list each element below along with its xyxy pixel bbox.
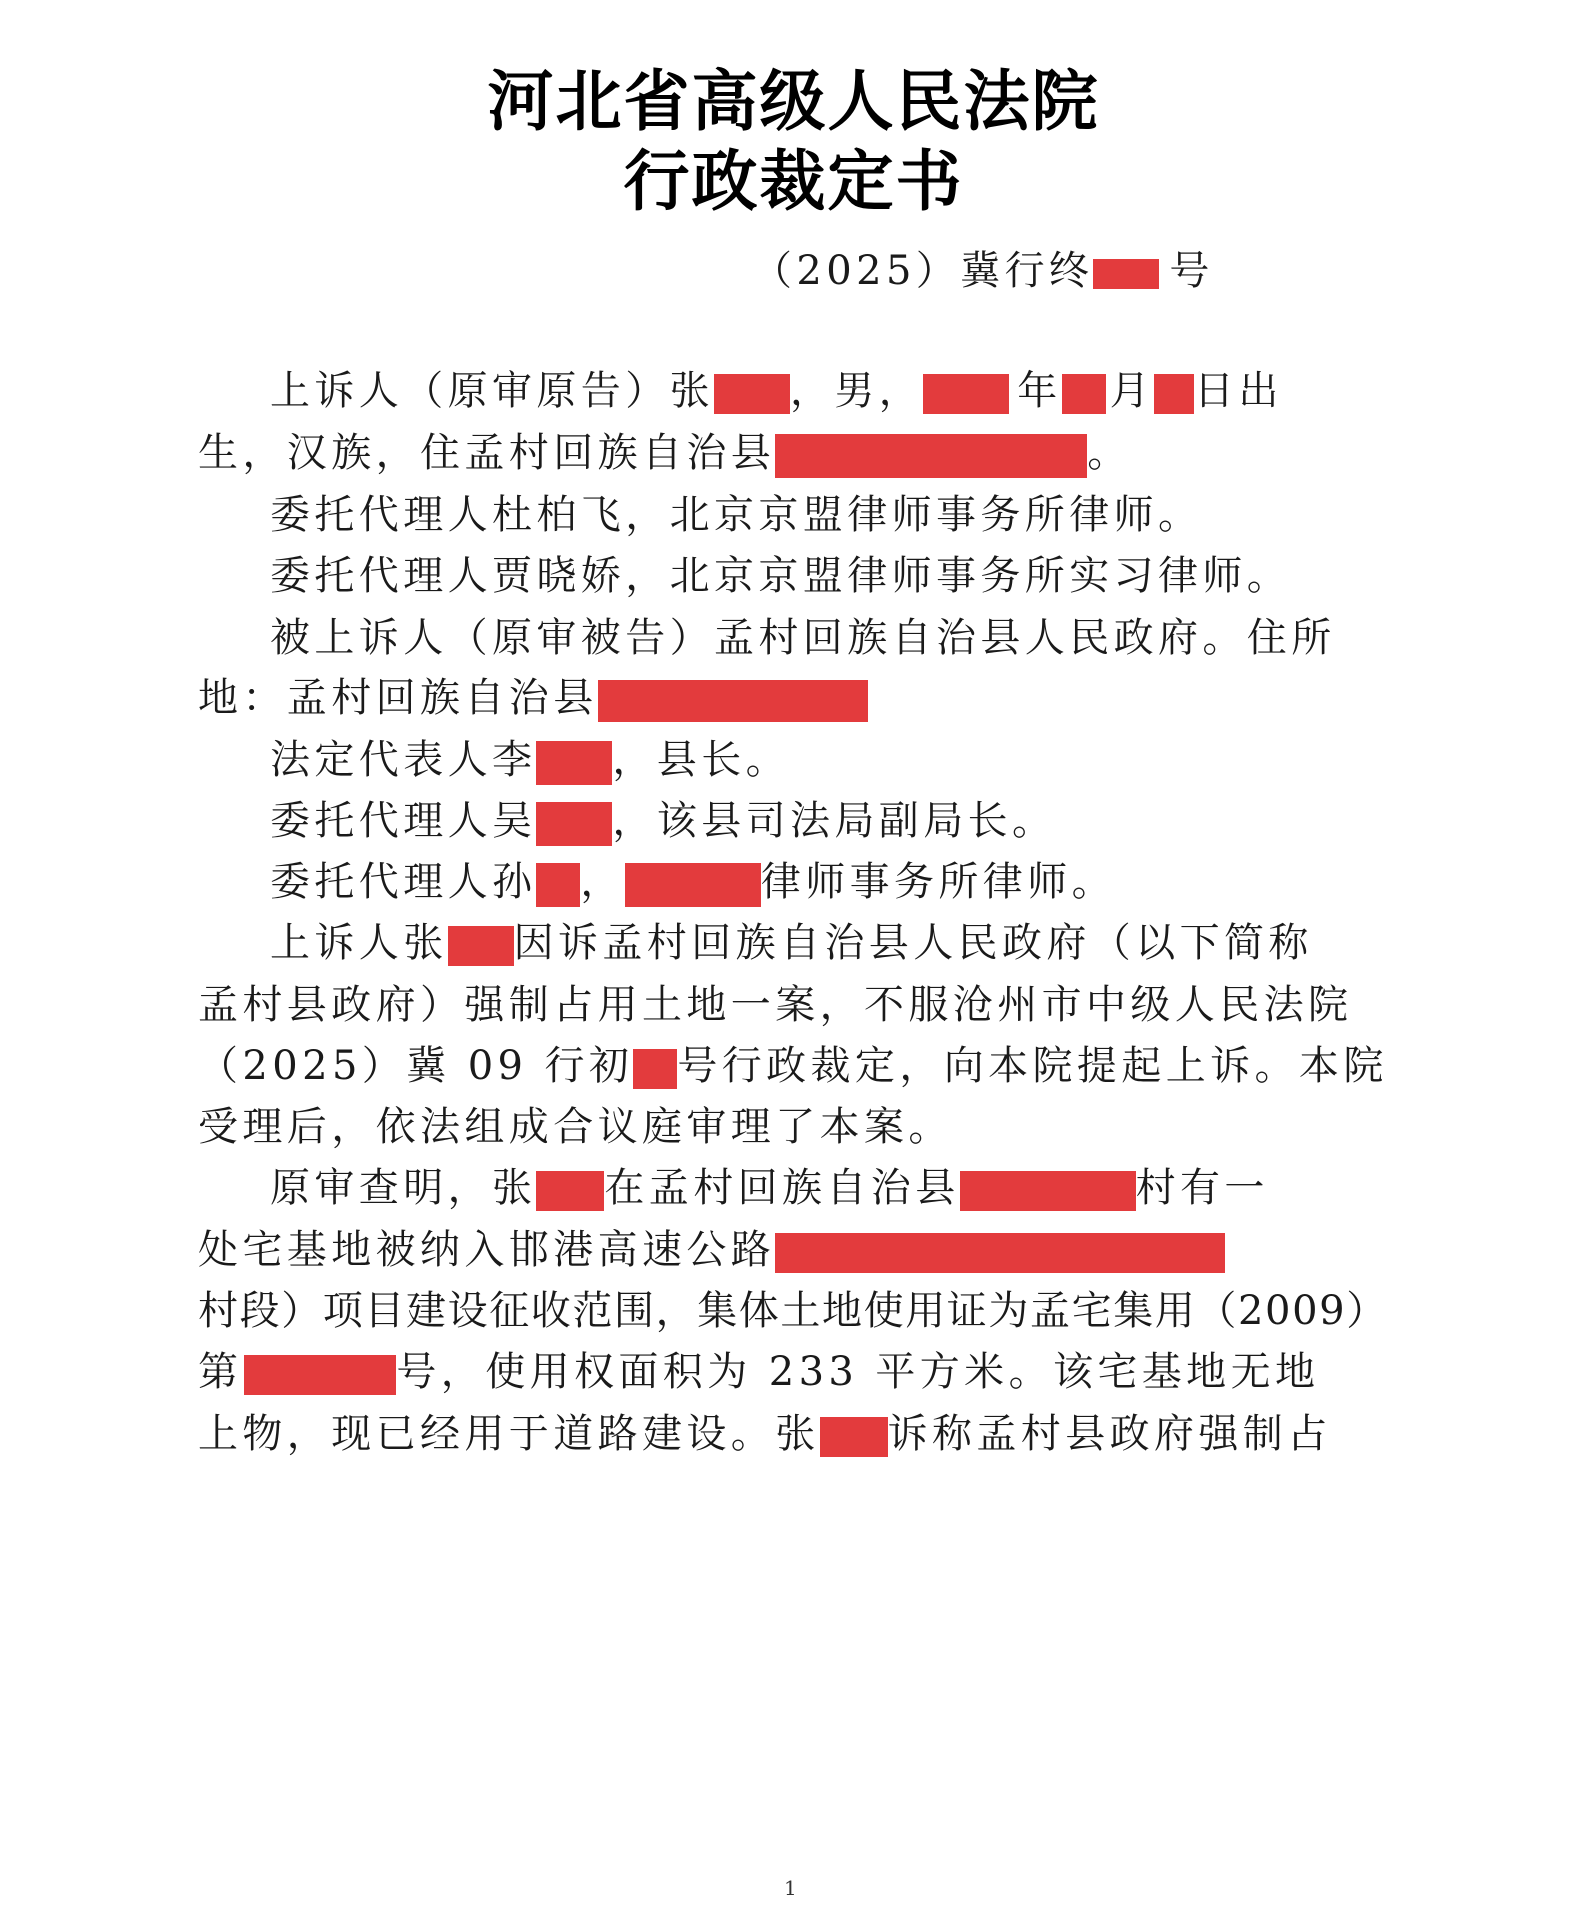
appellant-address-label: 生，汉族，住孟村回族自治县 [198,430,776,476]
page-number: 1 [784,1876,797,1900]
case-number-suffix: 号 [1169,248,1214,294]
court-name-title: 河北省高级人民法院 [487,62,1100,140]
findings-text: 在孟村回族自治县 [604,1165,960,1211]
redaction-block [598,680,868,722]
case-summary-line-1 [270,918,1313,968]
findings-text: 诉称孟村县政府强制占 [887,1411,1332,1457]
period: 。 [1087,430,1132,476]
redaction-block [960,1171,1136,1211]
legal-representative-title: ，县长。 [612,737,791,783]
findings-text: 第 [198,1349,243,1395]
agent-sun-label: 委托代理人孙 [270,859,537,905]
findings-line-3: 村段）项目建设征收范围，集体土地使用证为孟宅集用（2009） [198,1288,1388,1334]
redaction-block [775,1233,1225,1273]
agent-wu-title: ，该县司法局副局长。 [612,798,1057,844]
redaction-block [536,863,580,907]
redaction-block [714,374,790,414]
findings-line-5 [198,1409,1332,1459]
day-label: 日出 [1194,368,1283,414]
agent-jia-line: 委托代理人贾晓娇，北京京盟律师事务所实习律师。 [270,553,1292,599]
agent-sun-title: 律师事务所律师。 [760,859,1117,905]
case-summary-text: 号行政裁定，向本院提起上诉。本院 [677,1043,1388,1089]
redaction-block [1062,374,1106,414]
document-type-title: 行政裁定书 [623,142,964,220]
redaction-block [536,802,612,846]
appellee-address-label: 地：孟村回族自治县 [198,675,598,721]
findings-text: 号，使用权面积为 233 平方米。该宅基地无地 [396,1349,1320,1395]
agent-sun-line [270,857,1116,907]
redaction-block [536,1171,604,1211]
comma: ， [580,859,625,905]
findings-text: 处宅基地被纳入邯港高速公路 [198,1227,776,1273]
appellant-gender: ，男， [790,368,924,414]
findings-text: 村有一 [1135,1165,1269,1211]
findings-text: 原审查明，张 [270,1165,537,1211]
findings-line-4 [198,1347,1319,1397]
redaction-block [625,863,761,907]
case-summary-line-4: 受理后，依法组成合议庭审理了本案。 [198,1104,953,1150]
case-number-prefix: （2025）冀行终 [752,248,1094,294]
case-summary-line-2: 孟村县政府）强制占用土地一案，不服沧州市中级人民法院 [198,982,1353,1028]
agent-wu-line [270,796,1056,846]
month-label: 月 [1109,368,1155,414]
case-summary-text: 因诉孟村回族自治县人民政府（以下简称 [513,920,1313,966]
appellant-line-2 [198,428,1132,478]
redaction-block [536,741,612,785]
redaction-block [448,926,514,966]
appellee-line-2 [198,673,868,723]
findings-line-1 [270,1163,1269,1213]
redaction-block [923,374,1009,414]
year-label: 年 [1017,368,1062,414]
appellant-line-1 [270,366,1283,416]
legal-representative-label: 法定代表人李 [270,737,537,783]
redaction-block [633,1049,677,1089]
case-summary-text: （2025）冀 09 行初 [198,1043,634,1089]
appellee-line-1: 被上诉人（原审被告）孟村回族自治县人民政府。住所 [270,615,1336,661]
redaction-block [775,434,1087,478]
findings-line-2 [198,1225,1225,1275]
redaction-block [1154,374,1194,414]
redaction-block [820,1417,888,1457]
findings-text: 上物，现已经用于道路建设。张 [198,1411,820,1457]
case-summary-text: 上诉人张 [270,920,448,966]
agent-du-line: 委托代理人杜柏飞，北京京盟律师事务所律师。 [270,492,1203,538]
appellant-label: 上诉人（原审原告）张 [270,368,714,414]
agent-wu-label: 委托代理人吴 [270,798,537,844]
redaction-block [1093,259,1159,289]
legal-representative-line [270,735,790,785]
redaction-block [244,1355,396,1395]
case-number [752,246,1214,296]
case-summary-line-3 [198,1041,1388,1091]
